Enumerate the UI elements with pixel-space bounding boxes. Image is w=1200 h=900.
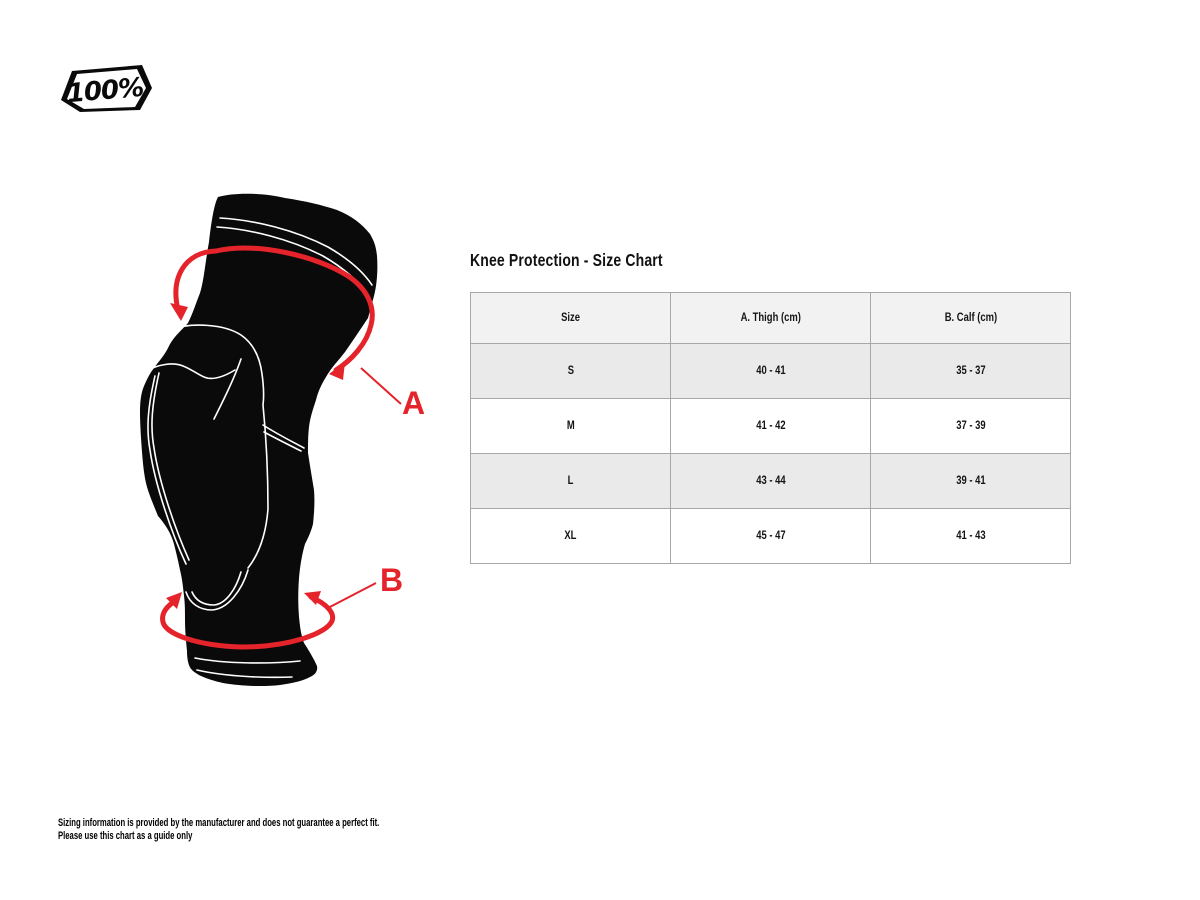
disclaimer-line-1: Sizing information is provided by the manufacturer and does not guarantee a perfect fit.: [58, 817, 380, 829]
cell-calf-text: 35 - 37: [955, 365, 986, 377]
label-a-pointer-line: [361, 368, 401, 404]
sizing-disclaimer: [58, 817, 379, 842]
column-header-thigh-text: A. Thigh (cm): [740, 312, 801, 324]
column-header-thigh: [671, 293, 871, 344]
cell-thigh: [671, 399, 871, 454]
knee-pad-diagram: [130, 172, 430, 712]
cell-thigh-text: 45 - 47: [755, 530, 786, 542]
header-row: [471, 293, 1071, 344]
cell-calf: [871, 509, 1071, 564]
table-row-size-l: [471, 454, 1071, 509]
cell-thigh: [671, 454, 871, 509]
table-row-size-m: [471, 399, 1071, 454]
cell-thigh-text: 41 - 42: [755, 420, 786, 432]
cell-size-text: XL: [564, 530, 577, 542]
page-title: [470, 250, 711, 271]
cell-calf: [871, 454, 1071, 509]
cell-size: [471, 454, 671, 509]
cell-thigh-text: 40 - 41: [755, 365, 786, 377]
cell-calf-text: 39 - 41: [955, 475, 986, 487]
column-header-size-text: Size: [561, 312, 580, 324]
cell-size-text: S: [567, 365, 574, 377]
column-header-size: [471, 293, 671, 344]
disclaimer-line-2: Please use this chart as a guide only: [58, 829, 193, 842]
page-title-text: Knee Protection - Size Chart: [470, 250, 663, 270]
table-row-size-s: [471, 344, 1071, 399]
table-row-size-xl: [471, 509, 1071, 564]
column-header-calf-text: B. Calf (cm): [944, 312, 997, 324]
cell-calf: [871, 344, 1071, 399]
cell-calf-text: 41 - 43: [955, 530, 986, 542]
cell-calf-text: 37 - 39: [955, 420, 986, 432]
cell-size-text: L: [567, 475, 574, 487]
brand-logo-100percent-icon: [58, 60, 158, 116]
logo-text: 100%: [65, 72, 145, 110]
cell-thigh-text: 43 - 44: [755, 475, 786, 487]
cell-thigh: [671, 509, 871, 564]
label-b-pointer-line: [326, 583, 376, 609]
size-chart-body: [471, 344, 1071, 564]
size-chart-table: [470, 292, 1071, 564]
cell-thigh: [671, 344, 871, 399]
cell-size-text: M: [566, 420, 575, 432]
measurement-label-b: B: [380, 562, 404, 598]
cell-size: [471, 344, 671, 399]
cell-size: [471, 399, 671, 454]
measurement-label-a: A: [402, 385, 426, 421]
column-header-calf: [871, 293, 1071, 344]
cell-size: [471, 509, 671, 564]
size-chart-header: [471, 293, 1071, 344]
cell-calf: [871, 399, 1071, 454]
